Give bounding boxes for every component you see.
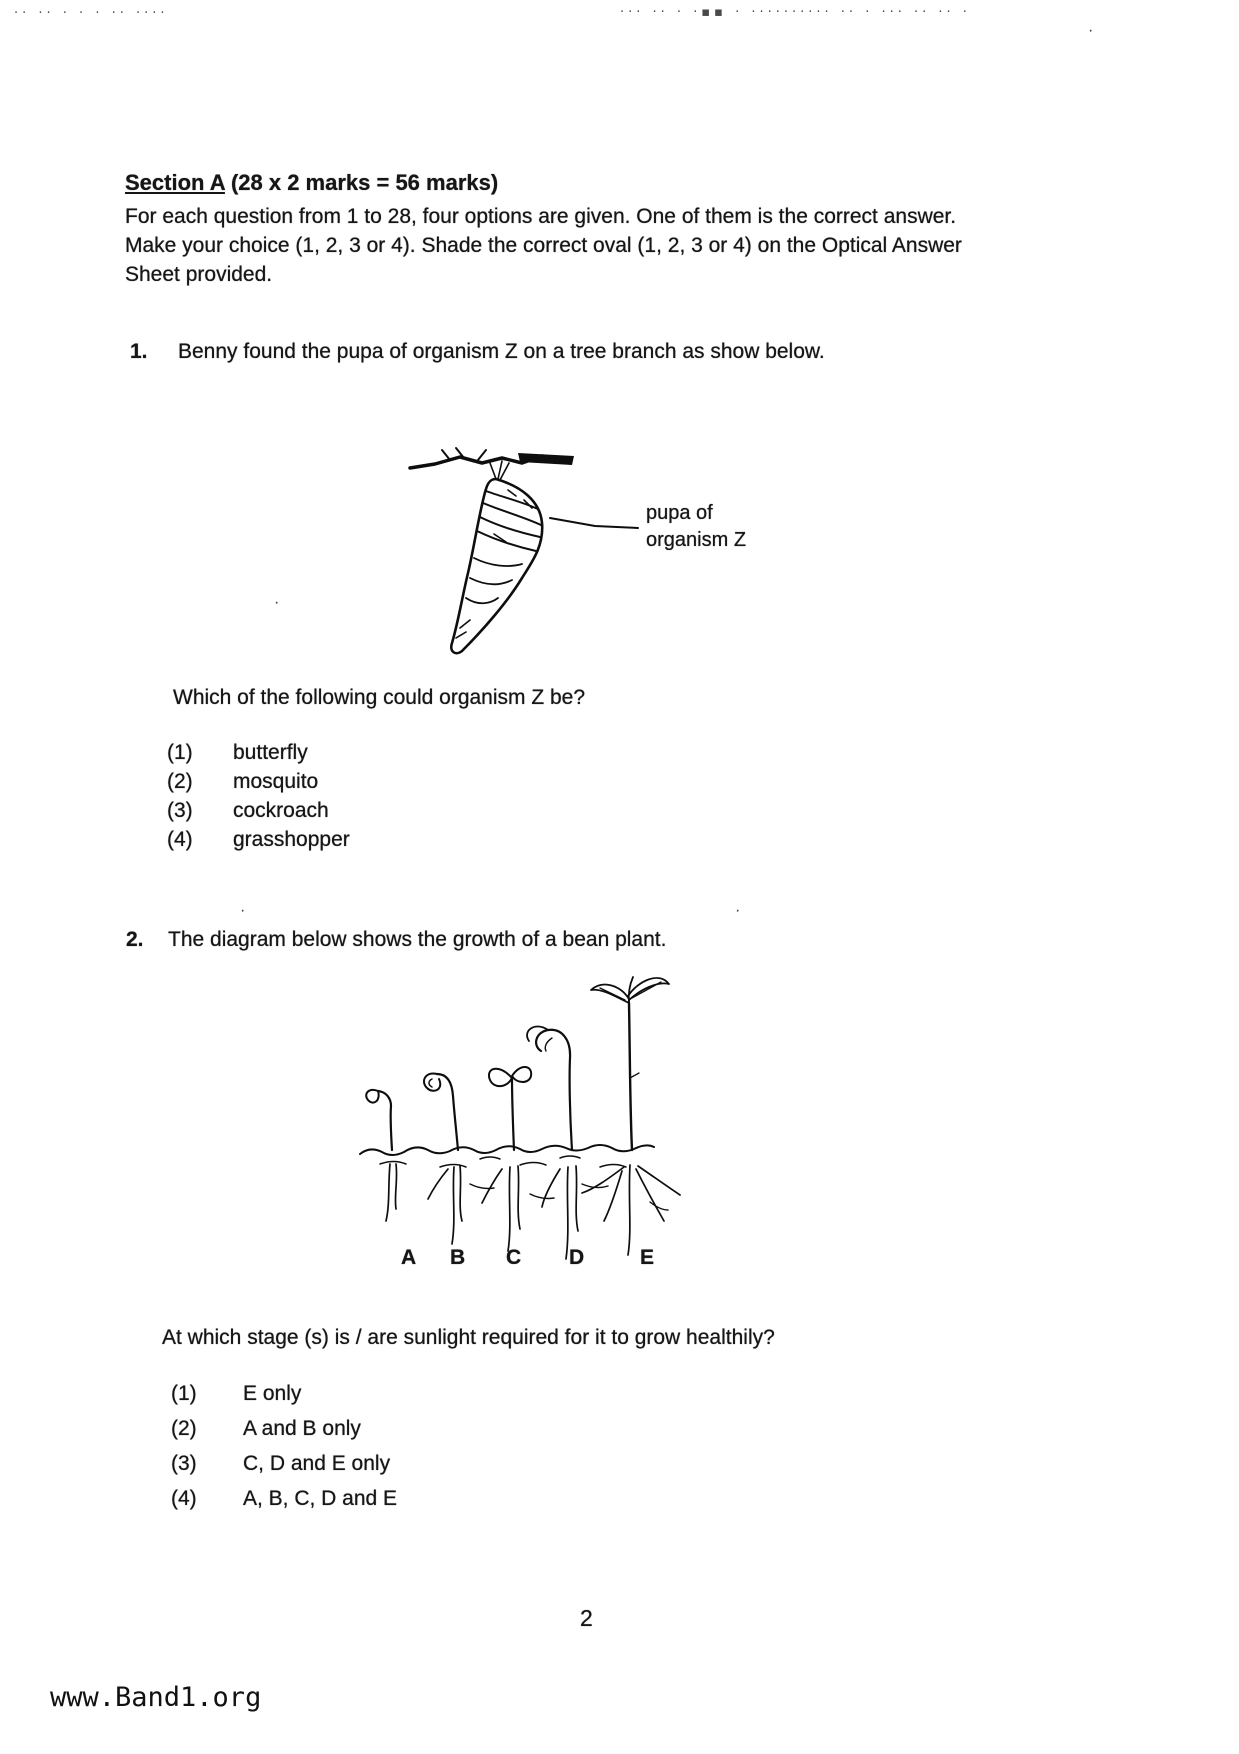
option-number: (2) — [167, 770, 193, 793]
figure-label-line: organism Z — [646, 529, 747, 551]
scan-artifact-corner-dot: · — [1088, 22, 1094, 39]
option-row-2 — [167, 767, 350, 796]
option-row-4 — [167, 825, 350, 854]
stage-label-a: A — [401, 1246, 417, 1269]
option-row-1 — [171, 1376, 397, 1411]
section-heading — [125, 170, 498, 196]
option-number: (2) — [171, 1417, 197, 1440]
figure-pointer-line — [550, 518, 638, 528]
question-1-stem: Benny found the pupa of organism Z on a tree branch as show below. — [178, 340, 825, 363]
option-label: cockroach — [233, 799, 329, 822]
option-number: (3) — [167, 799, 193, 822]
option-number: (4) — [171, 1487, 197, 1510]
option-label: grasshopper — [233, 828, 350, 851]
instruction-line: For each question from 1 to 28, four options are given. One of them is the correct answer. — [125, 205, 957, 228]
scan-artifact-top-left: ·· ·· · · · ·· ···· — [14, 6, 169, 21]
watermark: www.Band1.org — [50, 1682, 262, 1713]
stage-label-e: E — [640, 1246, 655, 1269]
scan-artifact-speck: · — [274, 594, 280, 611]
option-row-3 — [171, 1446, 397, 1481]
pupa-figure — [390, 438, 810, 668]
option-label: butterfly — [233, 741, 308, 764]
scan-artifact-speck: · — [240, 902, 246, 919]
option-label: mosquito — [233, 770, 319, 793]
section-instructions — [125, 202, 1025, 289]
stage-label-d: D — [569, 1246, 585, 1269]
option-number: (3) — [171, 1452, 197, 1475]
scan-artifact-top-right: ··· ·· · ·▪▪ · ·········· ·· · ··· ·· ·· · — [620, 5, 971, 20]
question-1-number: 1. — [130, 340, 148, 363]
question-2-stem: The diagram below shows the growth of a bean plant. — [168, 928, 667, 951]
question-2-prompt: At which stage (s) is / are sunlight required for it to grow healthily? — [162, 1326, 775, 1349]
option-row-2 — [171, 1411, 397, 1446]
page-number: 2 — [580, 1605, 593, 1631]
bean-growth-illustration — [320, 958, 700, 1288]
question-2-options — [171, 1376, 397, 1516]
option-number: (1) — [167, 741, 193, 764]
instruction-line: Sheet provided. — [125, 263, 273, 286]
stage-label-c: C — [506, 1246, 522, 1269]
scan-artifact-speck: · — [735, 902, 741, 919]
instruction-line: Make your choice (1, 2, 3 or 4). Shade the correct oval (1, 2, 3 or 4) on the Optical Answer — [125, 234, 962, 257]
pupa-illustration — [390, 438, 810, 668]
figure-label-line: pupa of — [646, 502, 713, 524]
option-number: (1) — [171, 1382, 197, 1405]
question-1-prompt: Which of the following could organism Z be? — [173, 686, 586, 709]
question-2-number: 2. — [126, 928, 144, 951]
option-label: A and B only — [243, 1417, 361, 1440]
option-label: C, D and E only — [243, 1452, 391, 1475]
option-label: E only — [243, 1382, 302, 1405]
option-row-3 — [167, 796, 350, 825]
pupa-figure-label — [646, 500, 746, 554]
stage-label-b: B — [450, 1246, 466, 1269]
option-row-4 — [171, 1481, 397, 1516]
question-1-options — [167, 738, 350, 854]
bean-growth-figure — [320, 958, 700, 1288]
section-title: Section A — [125, 170, 225, 195]
section-title-suffix: (28 x 2 marks = 56 marks) — [224, 170, 499, 195]
option-label: A, B, C, D and E — [243, 1487, 398, 1510]
option-number: (4) — [167, 828, 193, 851]
option-row-1 — [167, 738, 350, 767]
